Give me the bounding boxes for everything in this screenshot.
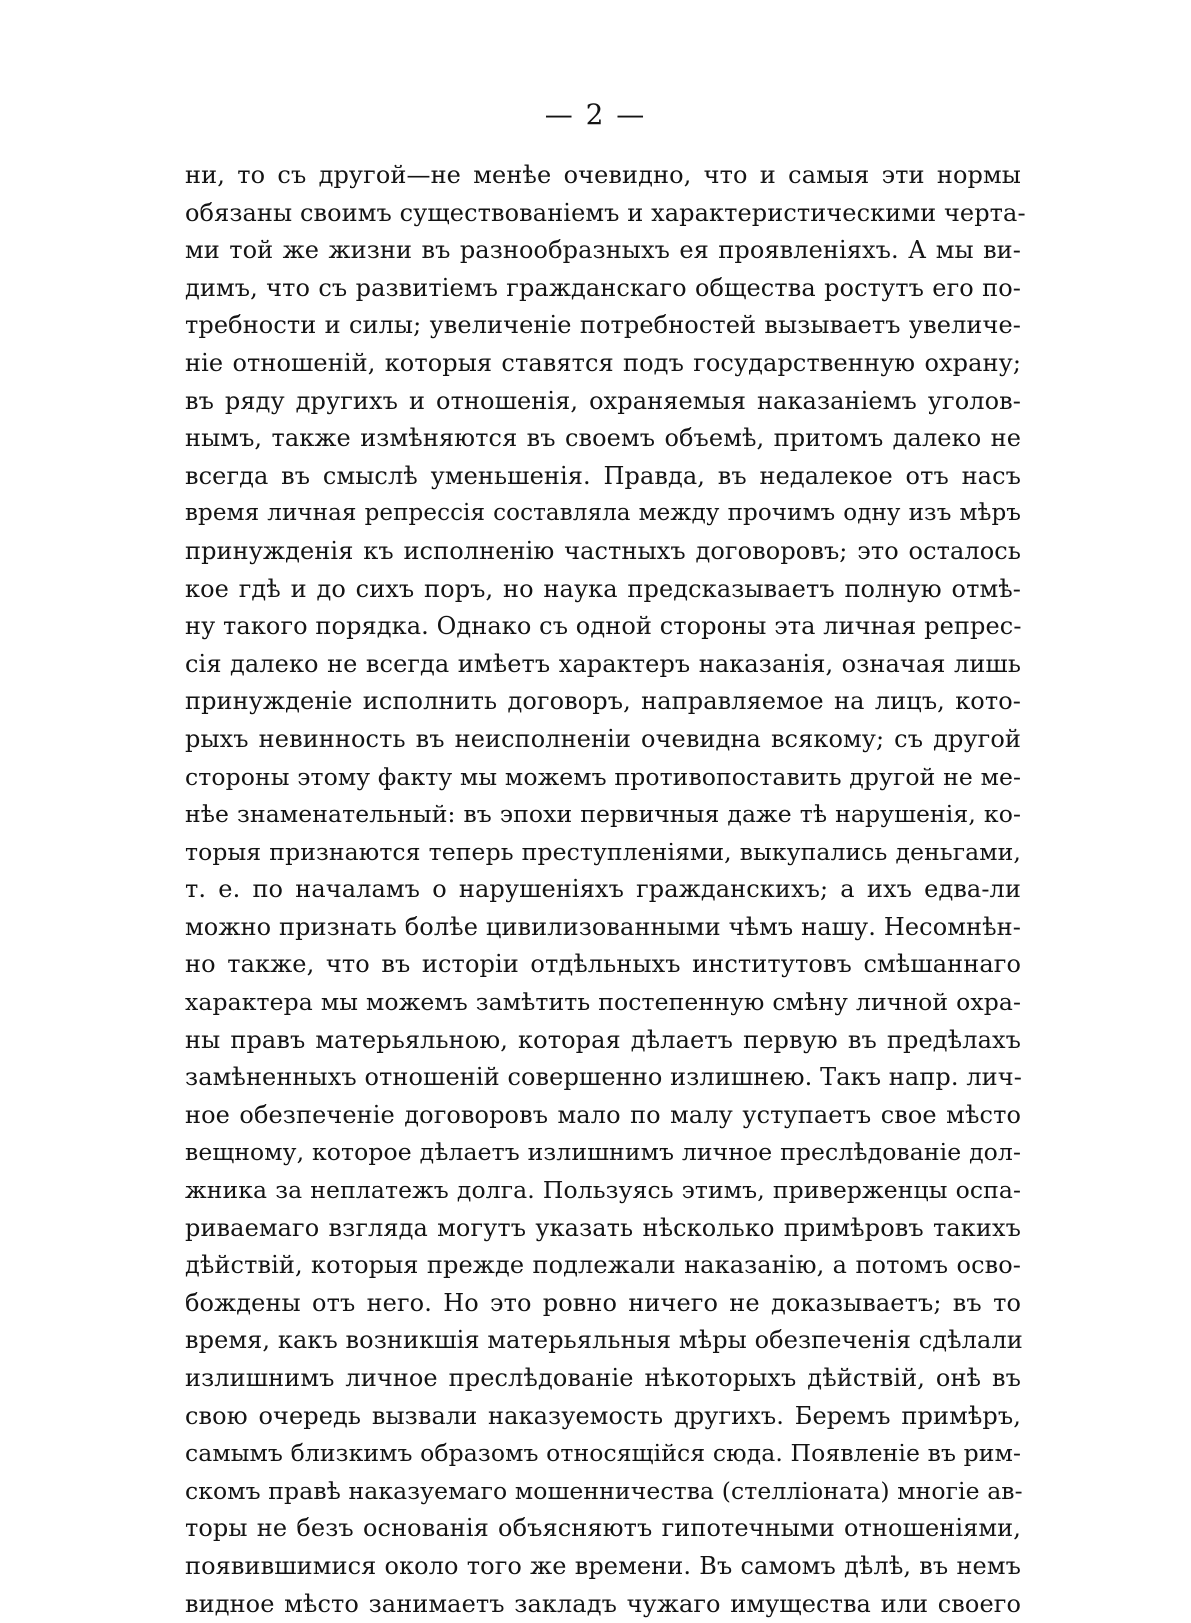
text-line: время личная репрессія составляла между прочимъ одну изъ мѣръ: [185, 500, 1021, 527]
text-line: видное мѣсто занимаетъ закладъ чужаго имущества или своего: [185, 1589, 1021, 1618]
page-number: — 2 —: [544, 98, 647, 131]
text-line: бождены отъ него. Но это ровно ничего не доказываетъ; въ то: [185, 1288, 1021, 1317]
text-line: свою очередь вызвали наказуемость другихъ. Беремъ примѣръ,: [185, 1401, 1021, 1430]
body-text: [185, 157, 1026, 1623]
text-line: торы не безъ основанія объясняютъ гипотечными отношеніями,: [185, 1514, 1021, 1543]
text-line: нѣе знаменательный: въ эпохи первичныя даже тѣ нарушенія, ко-: [185, 800, 1021, 829]
text-line: ни, то съ другой—не менѣе очевидно, что и самыя эти нормы: [185, 161, 1021, 189]
text-line: торыя признаются теперь преступленіями, выкупались деньгами,: [185, 837, 1021, 866]
text-line: всегда въ смыслѣ уменьшенія. Правда, въ недалекое отъ насъ: [185, 461, 1021, 490]
text-line: замѣненныхъ отношеній совершенно излишнею. Такъ напр. лич-: [185, 1063, 1022, 1092]
text-line: риваемаго взгляда могутъ указать нѣсколько примѣровъ такихъ: [185, 1213, 1021, 1242]
text-line: стороны этому факту мы можемъ противопоставить другой не ме-: [185, 762, 1021, 791]
text-line: сія далеко не всегда имѣетъ характеръ наказанія, означая лишь: [185, 649, 1021, 678]
text-line: ми той же жизни въ разнообразныхъ ея проявленіяхъ. А мы ви-: [185, 236, 1021, 265]
text-line: ну такого порядка. Однако съ одной стороны эта личная репрес-: [185, 612, 1022, 641]
text-line: появившимися около того же времени. Въ самомъ дѣлѣ, въ немъ: [185, 1551, 1021, 1580]
text-line: димъ, что съ развитіемъ гражданскаго общества ростутъ его по-: [185, 273, 1021, 302]
text-line: обязаны своимъ существованіемъ и характеристическими черта-: [185, 198, 1026, 227]
text-line: ное обезпеченіе договоровъ мало по малу уступаетъ свое мѣсто: [185, 1100, 1021, 1129]
text-line: излишнимъ личное преслѣдованіе нѣкоторыхъ дѣйствій, онѣ въ: [185, 1364, 1021, 1392]
text-line: требности и силы; увеличеніе потребностей вызываетъ увеличе-: [185, 311, 1021, 340]
text-line: жника за неплатежъ долга. Пользуясь этимъ, приверженцы оспа-: [185, 1176, 1021, 1205]
text-line: вещному, которое дѣлаетъ излишнимъ личное преслѣдованіе дол-: [185, 1138, 1021, 1167]
text-line: ны правъ матерьяльною, которая дѣлаетъ первую въ предѣлахъ: [185, 1025, 1021, 1054]
text-line: въ ряду другихъ и отношенія, охраняемыя наказаніемъ уголов-: [185, 386, 1021, 415]
text-line: дѣйствій, которыя прежде подлежали наказанію, а потомъ осво-: [185, 1251, 1021, 1280]
text-line: рыхъ невинность въ неисполненіи очевидна всякому; съ другой: [185, 724, 1021, 753]
text-line: можно признать болѣе цивилизованными чѣмъ нашу. Несомнѣн-: [185, 912, 1021, 941]
text-line: т. е. по началамъ о нарушеніяхъ гражданскихъ; а ихъ едва-ли: [185, 875, 1021, 904]
text-line: кое гдѣ и до сихъ поръ, но наука предсказываетъ полную отмѣ-: [185, 574, 1021, 603]
text-line: нымъ, также измѣняются въ своемъ объемѣ, притомъ далеко не: [185, 424, 1021, 453]
text-line: принужденія къ исполненію частныхъ договоровъ; это осталось: [185, 536, 1021, 565]
text-line: принужденіе исполнить договоръ, направляемое на лицъ, кото-: [185, 687, 1021, 716]
text-line: скомъ правѣ наказуемаго мошенничества (стелліоната) многіе ав-: [185, 1476, 1023, 1505]
text-line: характера мы можемъ замѣтить постепенную смѣну личной охра-: [185, 988, 1021, 1017]
text-line: ніе отношеній, которыя ставятся подъ государственную охрану;: [185, 348, 1021, 377]
text-line: время, какъ возникшія матерьяльныя мѣры обезпеченія сдѣлали: [185, 1326, 1023, 1355]
text-line: самымъ близкимъ образомъ относящійся сюда. Появленіе въ рим-: [185, 1439, 1021, 1468]
text-line: но также, что въ исторіи отдѣльныхъ институтовъ смѣшаннаго: [185, 950, 1021, 979]
